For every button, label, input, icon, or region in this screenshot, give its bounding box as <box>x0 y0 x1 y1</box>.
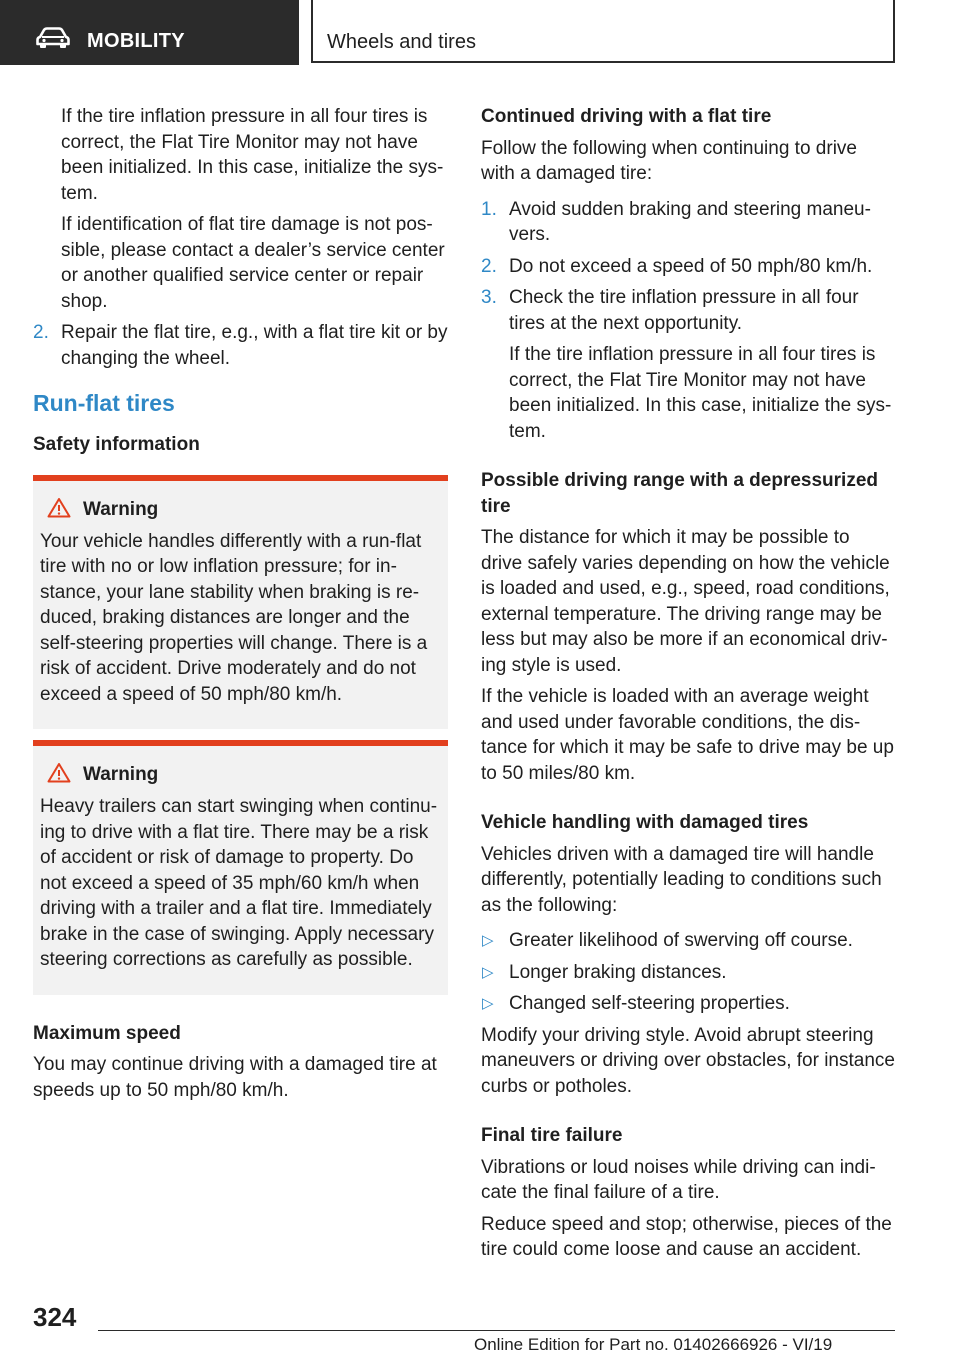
step-number: 1. <box>481 198 497 220</box>
list-item <box>481 254 896 280</box>
list-item <box>481 960 896 986</box>
handling-heading: Vehicle handling with damaged tires <box>481 812 809 833</box>
handling-intro: Vehicles driven with a damaged tire will handle differently, potentially leading to conditions such as the following: <box>481 843 882 916</box>
continued-paragraph-2: If identification of flat tire damage is not pos-sible, please contact a dealer’s service center or another qualified service center or repair shop. <box>61 214 445 312</box>
continued-driving-heading: Continued driving with a flat tire <box>481 106 772 127</box>
warning-title: Warning <box>40 497 440 523</box>
continued-driving-intro: Follow the following when continuing to drive with a damaged tire: <box>481 137 857 184</box>
handling-outro: Modify your driving style. Avoid abrupt steering maneuvers or driving over obstacles, for instance curbs or potholes. <box>481 1024 895 1097</box>
max-speed-text: You may continue driving with a damaged tire at speeds up to 50 mph/80 km/h. <box>33 1054 437 1101</box>
continued-paragraph-1: If the tire inflation pressure in all four tires is correct, the Flat Tire Monitor may not have been initialized. In this case, initialize the sys-tem. <box>61 106 444 204</box>
list-item <box>481 285 896 336</box>
bullet-text: Changed self-steering properties. <box>509 993 790 1014</box>
step-text: Check the tire inflation pressure in all four tires at the next opportunity. <box>509 287 859 334</box>
section-tab[interactable] <box>0 0 299 65</box>
list-item <box>481 928 896 954</box>
list-item <box>481 197 896 248</box>
step-note: If the tire inflation pressure in all four tires is correct, the Flat Tire Monitor may not have been initialized. In this case, initialize the sys-tem. <box>509 344 892 442</box>
max-speed-heading: Maximum speed <box>33 1022 181 1044</box>
final-failure-paragraph-2: Reduce speed and stop; otherwise, pieces of the tire could come loose and cause an accident. <box>481 1213 892 1260</box>
warning-text: Heavy trailers can start swinging when continu-ing to drive with a flat tire. There may be a risk of accident or risk of damage to property. Do not exceed a speed of 35 mph/60 km/h when driving with a trailer and a flat tire. Immediately brake in the case of swinging. Apply necessary steering corrections as carefully as possible. <box>40 796 438 970</box>
left-column <box>33 104 448 1103</box>
step-text: Repair the flat tire, e.g., with a flat tire kit or by changing the wheel. <box>61 322 448 369</box>
driving-range-paragraph-2: If the vehicle is loaded with an average weight and used under favorable conditions, the dis-tance for which it may be safe to drive may be up to 50 miles/80 km. <box>481 686 894 784</box>
final-failure-paragraph-1: Vibrations or loud noises while driving can indi-cate the final failure of a tire. <box>481 1156 876 1203</box>
chapter-label: Wheels and tires <box>327 31 476 53</box>
list-item <box>481 991 896 1017</box>
warning-triangle-icon <box>47 497 71 523</box>
warning-title: Warning <box>40 762 440 788</box>
edition-text: Online Edition for Part no. 01402666926 - VI/19 <box>474 1335 833 1354</box>
safety-heading: Safety information <box>33 434 200 455</box>
bullet-triangle-icon: ▷ <box>482 963 494 981</box>
bullet-text: Longer braking distances. <box>509 961 727 983</box>
step-text: Avoid sudden braking and steering maneu-vers. <box>509 198 871 245</box>
chapter-tab[interactable] <box>311 0 895 63</box>
section-label: MOBILITY <box>87 30 185 52</box>
warning-triangle-icon <box>47 762 71 788</box>
right-column <box>481 104 896 1263</box>
warning-text: Your vehicle handles differently with a run-flat tire with no or low inflation pressure; for in-stance, your lane stability when braking is re-duced, braking distances are longer and the self-steering properties will change. There is a risk of accident. Drive moderately and do not exceed a speed of 50 mph/80 km/h. <box>40 530 428 705</box>
step-number: 2. <box>33 322 49 343</box>
page-number: 324 <box>33 1302 77 1332</box>
step-number: 2. <box>481 255 497 277</box>
step-text: Do not exceed a speed of 50 mph/80 km/h. <box>509 255 873 277</box>
step-number: 3. <box>481 287 497 308</box>
car-icon <box>36 27 70 54</box>
driving-range-paragraph-1: The distance for which it may be possible to drive safely varies depending on how the vehicle is loaded and used, e.g., speed, road conditions, external temperature. The driving range may be less but may also be more if an economical driv-ing style is used. <box>481 527 890 676</box>
footer-divider <box>98 1330 895 1331</box>
bullet-triangle-icon: ▷ <box>482 995 494 1012</box>
run-flat-heading: Run-flat tires <box>33 390 175 416</box>
warning-box <box>33 740 448 995</box>
bullet-triangle-icon: ▷ <box>482 932 494 949</box>
warning-box <box>33 475 448 730</box>
driving-range-heading: Possible driving range with a depressurized tire <box>481 470 878 517</box>
bullet-text: Greater likelihood of swerving off course. <box>509 930 853 951</box>
list-item <box>33 320 448 371</box>
final-failure-heading: Final tire failure <box>481 1125 623 1146</box>
